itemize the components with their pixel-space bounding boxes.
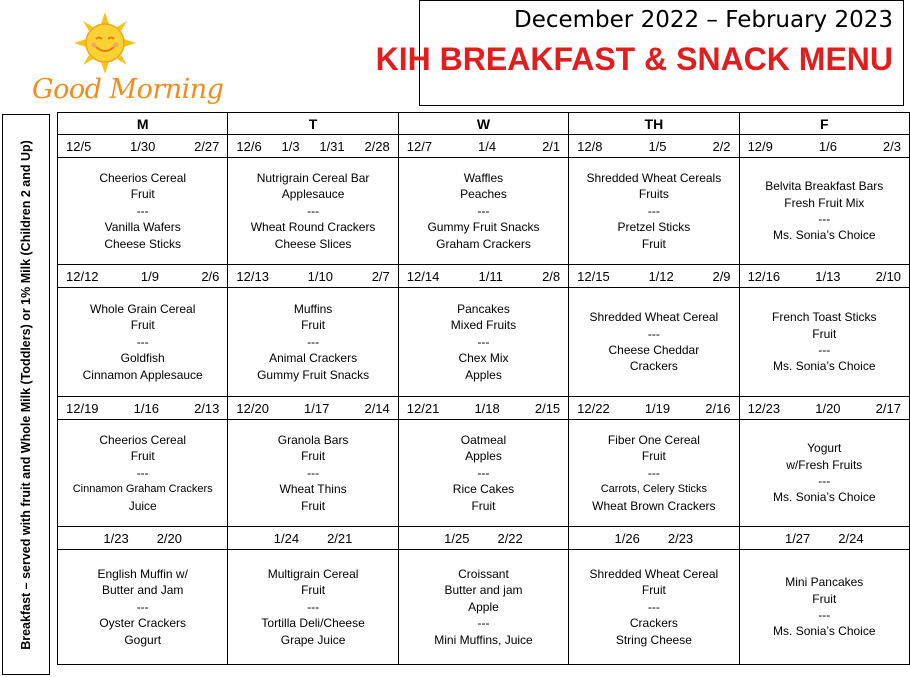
date-label: 12/22 bbox=[577, 400, 610, 416]
side-note-box bbox=[2, 114, 50, 675]
menu-item: --- bbox=[136, 334, 149, 349]
date-row bbox=[58, 397, 910, 420]
date-list bbox=[228, 135, 397, 157]
date-cell-tuesday bbox=[228, 265, 398, 288]
date-label: 2/22 bbox=[497, 530, 523, 546]
menu-row bbox=[58, 550, 910, 665]
date-list bbox=[740, 527, 909, 549]
menu-item: --- bbox=[647, 465, 660, 480]
menu-item: --- bbox=[477, 616, 490, 631]
menu-item: Ms. Sonia’s Choice bbox=[773, 490, 876, 505]
date-list bbox=[399, 135, 568, 157]
menu-item: Fruit bbox=[812, 591, 837, 606]
menu-item: --- bbox=[307, 465, 320, 480]
menu-item: w/Fresh Fruits bbox=[786, 457, 863, 472]
date-label: 1/31 bbox=[319, 138, 345, 154]
menu-item: Chex Mix bbox=[458, 351, 509, 366]
menu-row bbox=[58, 158, 910, 265]
menu-item: Fiber One Cereal bbox=[607, 432, 700, 447]
date-cell-friday bbox=[739, 265, 909, 288]
menu-item: Goldfish bbox=[120, 351, 165, 366]
date-label: 2/15 bbox=[534, 400, 561, 416]
menu-item: Crackers bbox=[629, 616, 678, 631]
menu-item: Graham Crackers bbox=[436, 236, 531, 251]
menu-cell-tuesday bbox=[228, 550, 398, 665]
date-cell-monday bbox=[58, 527, 228, 550]
menu-item: String Cheese bbox=[615, 632, 692, 647]
date-list bbox=[569, 527, 738, 549]
date-label: 1/27 bbox=[784, 530, 811, 546]
menu-item: Cinnamon Applesauce bbox=[82, 367, 203, 382]
date-list bbox=[399, 265, 568, 287]
menu-item: Vanilla Wafers bbox=[104, 220, 181, 235]
day-header-friday: F bbox=[739, 113, 909, 135]
date-row bbox=[58, 135, 910, 158]
date-cell-friday bbox=[739, 527, 909, 550]
menu-item: --- bbox=[307, 334, 320, 349]
menu-item: Muffins bbox=[293, 301, 333, 316]
date-list bbox=[58, 527, 227, 549]
menu-item: Gogurt bbox=[124, 632, 162, 647]
date-label: 12/12 bbox=[66, 268, 99, 284]
menu-cell-thursday bbox=[569, 158, 739, 265]
date-label: 2/9 bbox=[712, 268, 731, 284]
date-label: 2/3 bbox=[882, 138, 901, 154]
date-cell-monday bbox=[58, 135, 228, 158]
menu-item: Fruit bbox=[130, 449, 155, 464]
date-label: 1/17 bbox=[304, 400, 330, 416]
menu-cell-monday bbox=[58, 288, 228, 397]
menu-cell-friday bbox=[739, 550, 909, 665]
date-label: 1/3 bbox=[281, 138, 300, 154]
day-header-tuesday: T bbox=[228, 113, 398, 135]
menu-item: --- bbox=[818, 343, 831, 357]
date-label: 12/23 bbox=[747, 400, 781, 416]
menu-item: Butter and Jam bbox=[102, 583, 184, 598]
menu-cell-thursday bbox=[569, 288, 739, 397]
date-label: 2/20 bbox=[156, 530, 182, 546]
menu-item: Wheat Round Crackers bbox=[250, 220, 376, 235]
menu-item: --- bbox=[307, 203, 320, 218]
menu-item: Mini Pancakes bbox=[785, 575, 864, 590]
menu-item: Crackers bbox=[629, 359, 678, 374]
date-list bbox=[569, 135, 738, 157]
menu-row bbox=[58, 420, 910, 527]
menu-item: Apple bbox=[468, 599, 499, 614]
menu-cell-friday bbox=[739, 288, 909, 397]
date-label: 12/13 bbox=[236, 268, 269, 284]
date-label: 2/17 bbox=[875, 400, 901, 416]
menu-cell-friday bbox=[739, 158, 909, 265]
date-label: 12/14 bbox=[406, 268, 440, 284]
menu-item: Fruit bbox=[301, 583, 326, 598]
menu-item: Carrots, Celery Sticks bbox=[600, 483, 708, 496]
date-row bbox=[58, 265, 910, 288]
menu-item: --- bbox=[136, 599, 149, 614]
menu-item: Fruit bbox=[812, 326, 837, 341]
menu-item: Mixed Fruits bbox=[450, 318, 517, 333]
menu-item: Grape Juice bbox=[280, 632, 346, 647]
date-cell-wednesday bbox=[398, 397, 568, 420]
menu-item: --- bbox=[818, 474, 831, 488]
menu-cell-monday bbox=[58, 158, 228, 265]
menu-item: --- bbox=[136, 465, 149, 480]
menu-item: Fruit bbox=[130, 187, 155, 202]
menu-item: --- bbox=[477, 334, 490, 349]
date-label: 12/8 bbox=[577, 138, 603, 154]
menu-item: --- bbox=[647, 326, 660, 341]
date-cell-thursday bbox=[569, 527, 739, 550]
date-label: 2/1 bbox=[542, 138, 561, 154]
date-list bbox=[399, 397, 568, 419]
date-cell-thursday bbox=[569, 397, 739, 420]
menu-item: Cheese Sticks bbox=[104, 236, 182, 251]
date-label: 1/18 bbox=[474, 400, 500, 416]
date-label: 1/4 bbox=[478, 138, 497, 154]
day-header-monday: M bbox=[58, 113, 228, 135]
date-label: 1/6 bbox=[818, 138, 837, 154]
date-label: 12/9 bbox=[747, 138, 773, 154]
menu-item: Juice bbox=[128, 498, 157, 513]
menu-item: Ms. Sonia’s Choice bbox=[773, 228, 876, 243]
day-header-wednesday: W bbox=[398, 113, 568, 135]
date-list bbox=[228, 265, 397, 287]
date-label: 1/24 bbox=[273, 530, 300, 546]
date-cell-wednesday bbox=[398, 527, 568, 550]
date-cell-friday bbox=[739, 135, 909, 158]
date-label: 1/26 bbox=[614, 530, 640, 546]
menu-item: Gummy Fruit Snacks bbox=[427, 220, 540, 235]
date-label: 1/12 bbox=[648, 268, 674, 284]
menu-item: Gummy Fruit Snacks bbox=[257, 367, 370, 382]
menu-item: Multigrain Cereal bbox=[267, 566, 359, 581]
menu-item: Fruit bbox=[471, 498, 496, 513]
menu-item: --- bbox=[477, 465, 490, 480]
menu-item: Fruit bbox=[641, 449, 666, 464]
date-list bbox=[740, 397, 909, 419]
menu-item: Waffles bbox=[463, 170, 504, 185]
date-label: 2/13 bbox=[194, 400, 220, 416]
date-label: 2/24 bbox=[838, 530, 864, 546]
date-label: 1/13 bbox=[815, 268, 841, 284]
menu-item: Belvita Breakfast Bars bbox=[765, 179, 884, 194]
date-label: 1/25 bbox=[444, 530, 470, 546]
day-header-row bbox=[58, 113, 910, 135]
good-morning-logo bbox=[28, 8, 224, 112]
date-cell-thursday bbox=[569, 265, 739, 288]
date-label: 2/16 bbox=[705, 400, 731, 416]
date-range: December 2022 – February 2023 bbox=[514, 7, 893, 33]
menu-item: Fruit bbox=[130, 318, 155, 333]
menu-table bbox=[57, 112, 910, 665]
date-cell-tuesday bbox=[228, 397, 398, 420]
menu-row bbox=[58, 288, 910, 397]
date-list bbox=[228, 397, 397, 419]
menu-cell-tuesday bbox=[228, 288, 398, 397]
menu-item: Oyster Crackers bbox=[99, 616, 187, 631]
date-label: 12/7 bbox=[406, 138, 433, 154]
menu-item: English Muffin w/ bbox=[97, 566, 188, 581]
date-label: 12/19 bbox=[66, 400, 99, 416]
date-list bbox=[58, 265, 227, 287]
menu-item: Nutrigrain Cereal Bar bbox=[256, 170, 370, 185]
menu-cell-wednesday bbox=[398, 550, 568, 665]
date-label: 2/23 bbox=[667, 530, 694, 546]
menu-title: KIH BREAKFAST & SNACK MENU bbox=[375, 41, 893, 77]
date-label: 1/16 bbox=[133, 400, 159, 416]
date-label: 2/10 bbox=[875, 268, 901, 284]
menu-cell-monday bbox=[58, 420, 228, 527]
date-cell-tuesday bbox=[228, 527, 398, 550]
menu-item: Cheese Cheddar bbox=[608, 343, 700, 357]
sun-icon bbox=[74, 12, 136, 74]
menu-item: --- bbox=[647, 599, 660, 614]
menu-cell-monday bbox=[58, 550, 228, 665]
menu-item: Shredded Wheat Cereal bbox=[589, 566, 719, 581]
date-label: 1/19 bbox=[644, 400, 671, 416]
menu-cell-tuesday bbox=[228, 420, 398, 527]
menu-item: Oatmeal bbox=[460, 432, 507, 447]
date-label: 2/27 bbox=[194, 138, 220, 154]
menu-item: Fruit bbox=[301, 449, 326, 464]
date-list bbox=[399, 527, 568, 549]
day-header-thursday: TH bbox=[569, 113, 739, 135]
menu-item: Apples bbox=[465, 367, 502, 382]
menu-item: --- bbox=[307, 599, 320, 614]
date-list bbox=[58, 397, 227, 419]
date-label: 12/6 bbox=[236, 138, 262, 154]
menu-cell-wednesday bbox=[398, 420, 568, 527]
date-list bbox=[740, 135, 909, 157]
date-label: 12/15 bbox=[577, 268, 610, 284]
menu-item: Ms. Sonia’s Choice bbox=[773, 624, 876, 639]
menu-item: --- bbox=[136, 203, 149, 218]
title-box bbox=[375, 0, 904, 106]
menu-item: Whole Grain Cereal bbox=[90, 301, 196, 316]
menu-item: Fresh Fruit Mix bbox=[784, 195, 865, 210]
date-label: 12/16 bbox=[747, 268, 781, 284]
menu-item: Cheerios Cereal bbox=[99, 170, 187, 185]
date-label: 1/23 bbox=[103, 530, 129, 546]
menu-item: Fruit bbox=[641, 236, 666, 251]
menu-item: Wheat Thins bbox=[279, 482, 347, 497]
date-label: 2/8 bbox=[542, 268, 561, 284]
menu-item: --- bbox=[477, 203, 490, 218]
date-label: 2/7 bbox=[371, 268, 390, 284]
menu-item: Fruits bbox=[638, 187, 669, 202]
menu-cell-thursday bbox=[569, 550, 739, 665]
date-list bbox=[58, 135, 227, 157]
logo-text: Good Morning bbox=[32, 74, 224, 105]
date-list bbox=[569, 265, 738, 287]
menu-cell-wednesday bbox=[398, 158, 568, 265]
date-cell-wednesday bbox=[398, 135, 568, 158]
date-label: 2/14 bbox=[364, 400, 390, 416]
date-list bbox=[228, 527, 397, 549]
menu-item: Cinnamon Graham Crackers bbox=[72, 483, 213, 496]
date-label: 12/21 bbox=[406, 400, 440, 416]
date-label: 2/2 bbox=[712, 138, 731, 154]
menu-item: --- bbox=[647, 203, 660, 218]
menu-item: Mini Muffins, Juice bbox=[434, 632, 533, 647]
date-label: 12/20 bbox=[236, 400, 269, 416]
menu-item: French Toast Sticks bbox=[772, 310, 877, 325]
date-label: 1/11 bbox=[478, 268, 503, 284]
menu-item: Shredded Wheat Cereal bbox=[589, 310, 719, 325]
date-list bbox=[740, 265, 909, 287]
date-cell-wednesday bbox=[398, 265, 568, 288]
menu-item: Yogurt bbox=[807, 441, 842, 456]
date-label: 12/5 bbox=[66, 138, 92, 154]
menu-cell-tuesday bbox=[228, 158, 398, 265]
menu-item: Apples bbox=[465, 449, 502, 464]
menu-item: Animal Crackers bbox=[269, 351, 358, 366]
menu-item: Croissant bbox=[458, 566, 509, 581]
menu-item: Applesauce bbox=[281, 187, 345, 202]
menu-item: Ms. Sonia’s Choice bbox=[773, 359, 876, 374]
date-label: 2/21 bbox=[327, 530, 353, 546]
menu-item: Pretzel Sticks bbox=[617, 220, 691, 235]
date-cell-monday bbox=[58, 265, 228, 288]
menu-item: Wheat Brown Crackers bbox=[592, 498, 716, 513]
menu-item: Fruit bbox=[301, 318, 326, 333]
menu-item: Peaches bbox=[460, 187, 507, 202]
menu-item: Pancakes bbox=[457, 301, 510, 316]
date-list bbox=[569, 397, 738, 419]
date-label: 1/9 bbox=[140, 268, 159, 284]
date-label: 2/6 bbox=[201, 268, 220, 284]
date-label: 1/5 bbox=[648, 138, 667, 154]
date-label: 2/28 bbox=[364, 138, 390, 154]
menu-cell-wednesday bbox=[398, 288, 568, 397]
menu-item: --- bbox=[818, 212, 831, 226]
date-cell-thursday bbox=[569, 135, 739, 158]
menu-item: Tortilla Deli/Cheese bbox=[261, 616, 365, 631]
menu-item: Fruit bbox=[641, 583, 666, 598]
date-label: 1/20 bbox=[815, 400, 841, 416]
date-label: 1/10 bbox=[307, 268, 333, 284]
menu-item: Granola Bars bbox=[277, 432, 349, 447]
side-note: Breakfast – served with fruit and Whole Milk (Toddlers) or 1% Milk (Children 2 and Up) bbox=[19, 139, 33, 650]
menu-item: Cheese Slices bbox=[274, 236, 352, 251]
menu-item: Rice Cakes bbox=[452, 482, 515, 497]
menu-item: Butter and jam bbox=[444, 583, 523, 598]
menu-item: Shredded Wheat Cereals bbox=[586, 170, 722, 185]
menu-cell-thursday bbox=[569, 420, 739, 527]
menu-cell-friday bbox=[739, 420, 909, 527]
date-row bbox=[58, 527, 910, 550]
date-cell-tuesday bbox=[228, 135, 398, 158]
menu-item: Fruit bbox=[301, 498, 326, 513]
date-label: 1/30 bbox=[130, 138, 156, 154]
menu-item: Cheerios Cereal bbox=[99, 432, 187, 447]
date-cell-friday bbox=[739, 397, 909, 420]
menu-item: --- bbox=[818, 608, 831, 622]
date-cell-monday bbox=[58, 397, 228, 420]
